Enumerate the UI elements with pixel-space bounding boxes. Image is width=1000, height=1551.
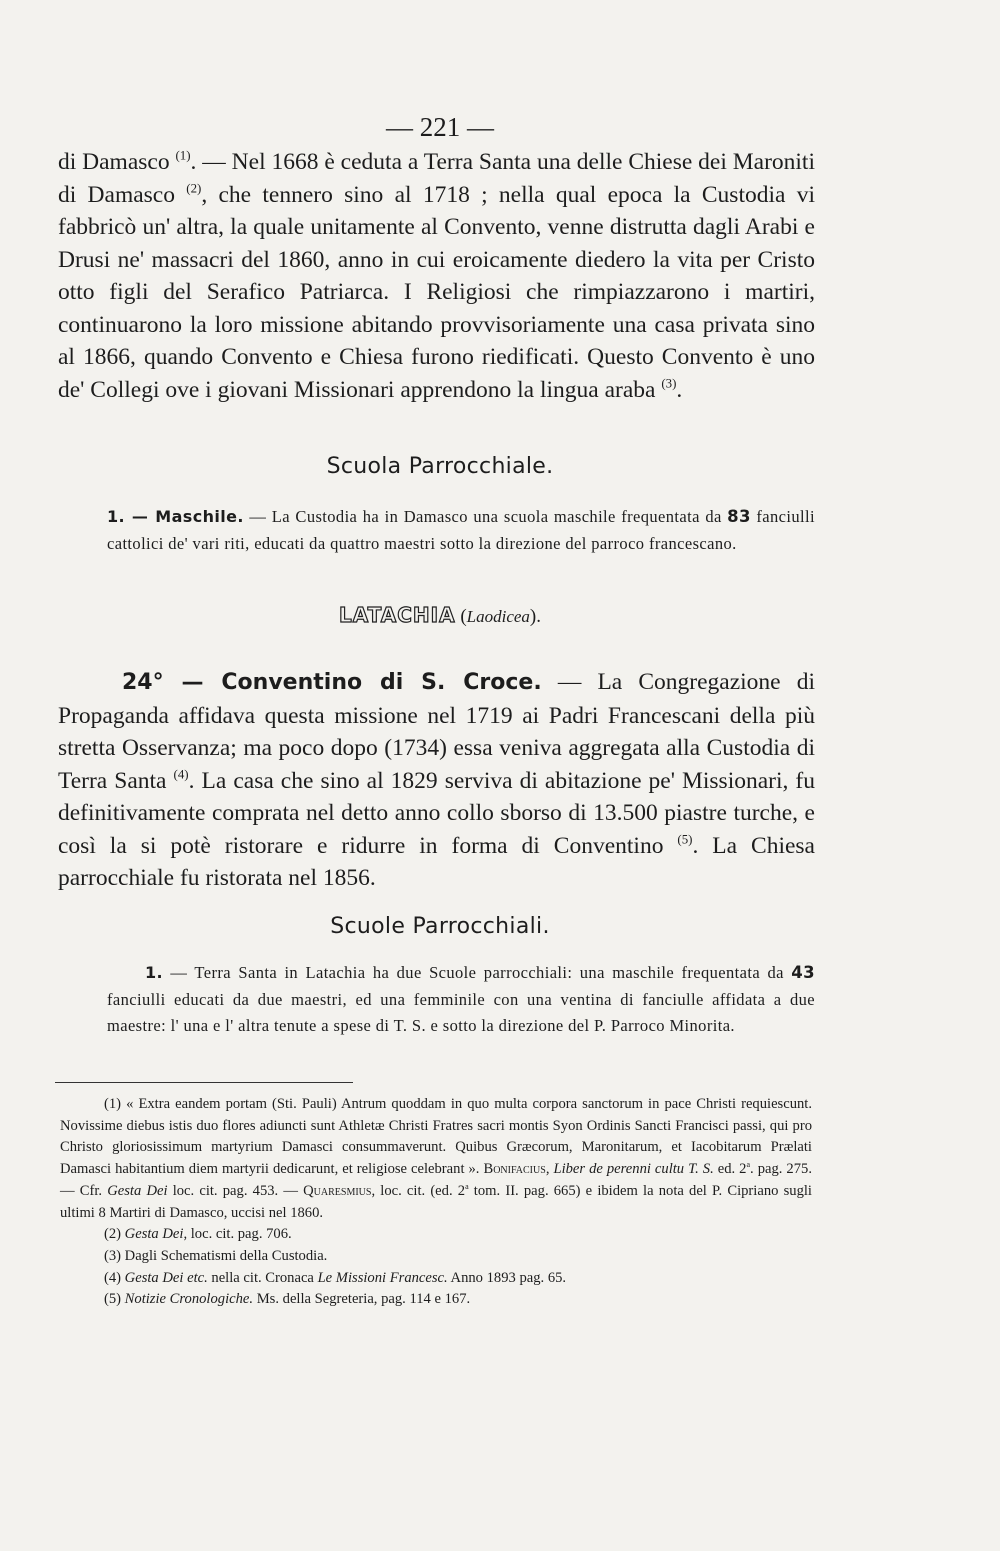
book-title: Notizie Cronologiche. (124, 1291, 254, 1308)
convent-title: 24° — Conventino di S. Croce. (122, 670, 542, 695)
footnote-4 (60, 1268, 812, 1290)
text-segment: , loc. cit. pag. 706. (183, 1226, 292, 1243)
author-name: Quaresmius (303, 1182, 372, 1199)
school-lead: 1. — Maschile. (107, 507, 244, 526)
place-alt-close: ). (529, 606, 541, 627)
page-number: — 221 — (386, 112, 494, 142)
footnote-3 (60, 1246, 812, 1268)
place-alt-name: Laodicea (466, 607, 530, 626)
book-title: Le Missioni Francesc. (317, 1269, 448, 1286)
text-segment: (4) (104, 1269, 125, 1286)
footnotes (60, 1094, 812, 1311)
footnote-ref-4: (4) (173, 765, 189, 781)
text-segment: di Damasco (58, 149, 176, 175)
text-segment: , (545, 1161, 554, 1178)
text-segment: fanciulli educati da due maestri, ed una femminile con una ventina di fanciulle affidata a due maestre: l' una e l' altra tenute a spese di T. S. e sotto la direzione del P. Parroco Minorita. (107, 989, 815, 1035)
footnote-ref-1: (1) (175, 147, 191, 163)
pupil-count: 83 (727, 507, 751, 526)
school-lead: 1. (145, 963, 164, 982)
text-segment: Ms. della Segreteria, pag. 114 e 167. (253, 1291, 471, 1308)
text-segment: Anno 1893 pag. 65. (447, 1269, 567, 1286)
text-segment: (2) (104, 1226, 125, 1243)
book-title: Gesta Dei etc. (124, 1269, 208, 1286)
footnote-5 (60, 1289, 812, 1311)
text-segment: tom. II. pag. 665) e ibidem la nota del P. Cipriano sugli ultimi 8 Martiri di Damasco, uccisi nel 1860. (60, 1182, 812, 1221)
footnote-2 (60, 1224, 812, 1246)
section-heading-scuole-parrocchiali: Scuole Parrocchiali. (330, 914, 550, 939)
text-segment: nella cit. Cronaca (207, 1269, 318, 1286)
text-segment: loc. cit. pag. 453. — (167, 1182, 304, 1199)
superscript: a (746, 1160, 751, 1170)
text-segment: . — Nel 1668 è ceduta a Terra Santa una delle Chiese dei Maroniti di Damasco (58, 149, 815, 208)
section-heading-scuola-parrocchiale: Scuola Parrocchiale. (326, 454, 554, 479)
superscript: a (465, 1181, 469, 1191)
footnote-divider (55, 1082, 353, 1083)
text-segment: , loc. cit. (ed. 2 (371, 1182, 466, 1199)
place-alt-open: ( (460, 606, 467, 627)
footnote-ref-2: (2) (186, 179, 202, 195)
text-segment: . La Chiesa parrocchiale fu ristorata nel 1856. (58, 832, 815, 891)
text-segment: . (676, 376, 683, 403)
footnote-1 (60, 1094, 812, 1224)
place-name: LATACHIA (338, 603, 456, 627)
text-segment: (5) (104, 1291, 125, 1308)
text-segment: — La Custodia ha in Damasco una scuola maschile frequentata da (243, 507, 728, 526)
pupil-count: 43 (791, 963, 815, 982)
text-segment: (1) « Extra eandem portam (Sti. Pauli) Antrum quoddam in quo multa corpora sanctorum in pace Christi requiescunt. Novissime diebus istis duo flores adiuncti sunt Athletæ Christi Fratres sacri montis Syon Ordinis Sancti Francisci passi, qui pro Christo gloriosissimum martyrium Damasci consummaverunt. Quibus Græcorum, Maronitarum, et Iacobitarum Prælati Damasci habitantium diem martyrii dedicarunt, et religiose celebrant ». (60, 1096, 812, 1178)
author-name: Bonifacius (483, 1161, 546, 1178)
footnote-ref-5: (5) (677, 830, 693, 846)
book-title: Gesta Dei (107, 1182, 168, 1199)
text-segment: — Terra Santa in Latachia ha due Scuole parrocchiali: una maschile frequentata da (163, 963, 792, 982)
text-segment: , che tennero sino al 1718 ; nella qual epoca la Custodia vi fabbricò un' altra, la quale unitamente al Convento, venne distrutta dagli Arabi e Drusi ne' massacri del 1860, anno in cui eroicamente diedero la vita per Cristo otto figli del Serafico Patriarca. I Religiosi che rimpiazzarono i martiri, continuarono la loro missione abitando provvisoriamente una casa privata sino al 1866, quando Convento e Chiesa furono riedificati. Questo Convento è uno de' Collegi ove i giovani Missionari apprendono la lingua araba (58, 181, 815, 403)
paragraph-school-damasco (107, 504, 815, 557)
paragraph-damasco (58, 146, 815, 406)
text-segment: ed. 2 (713, 1161, 747, 1178)
book-title: Gesta Dei (124, 1226, 184, 1243)
text-segment: . La casa che sino al 1829 serviva di abitazione pe' Missionari, fu definitivamente comprata nel detto anno collo sborso di 13.500 piastre turche, e così la si potè ristorare e ridurre in forma di Conventino (58, 767, 816, 859)
place-heading-latachia (0, 603, 880, 628)
footnote-ref-3: (3) (661, 374, 677, 390)
text-segment: — La Congregazione di Propaganda affidava questa missione nel 1719 ai Padri Francescani della più stretta Osservanza; ma poco dopo (1734) essa veniva aggregata alla Custodia di Terra Santa (58, 669, 815, 794)
paragraph-school-latachia (107, 960, 815, 1040)
text-segment: (3) Dagli Schematismi della Custodia. (104, 1247, 328, 1264)
book-title: Liber de perenni cultu T. S. (553, 1161, 714, 1178)
paragraph-conventino (58, 666, 815, 895)
text-segment: . pag. 275. — Cfr. (60, 1161, 812, 1199)
text-segment: fanciulli cattolici de' vari riti, educati da quattro maestri sotto la direzione del parroco francescano. (107, 507, 815, 553)
